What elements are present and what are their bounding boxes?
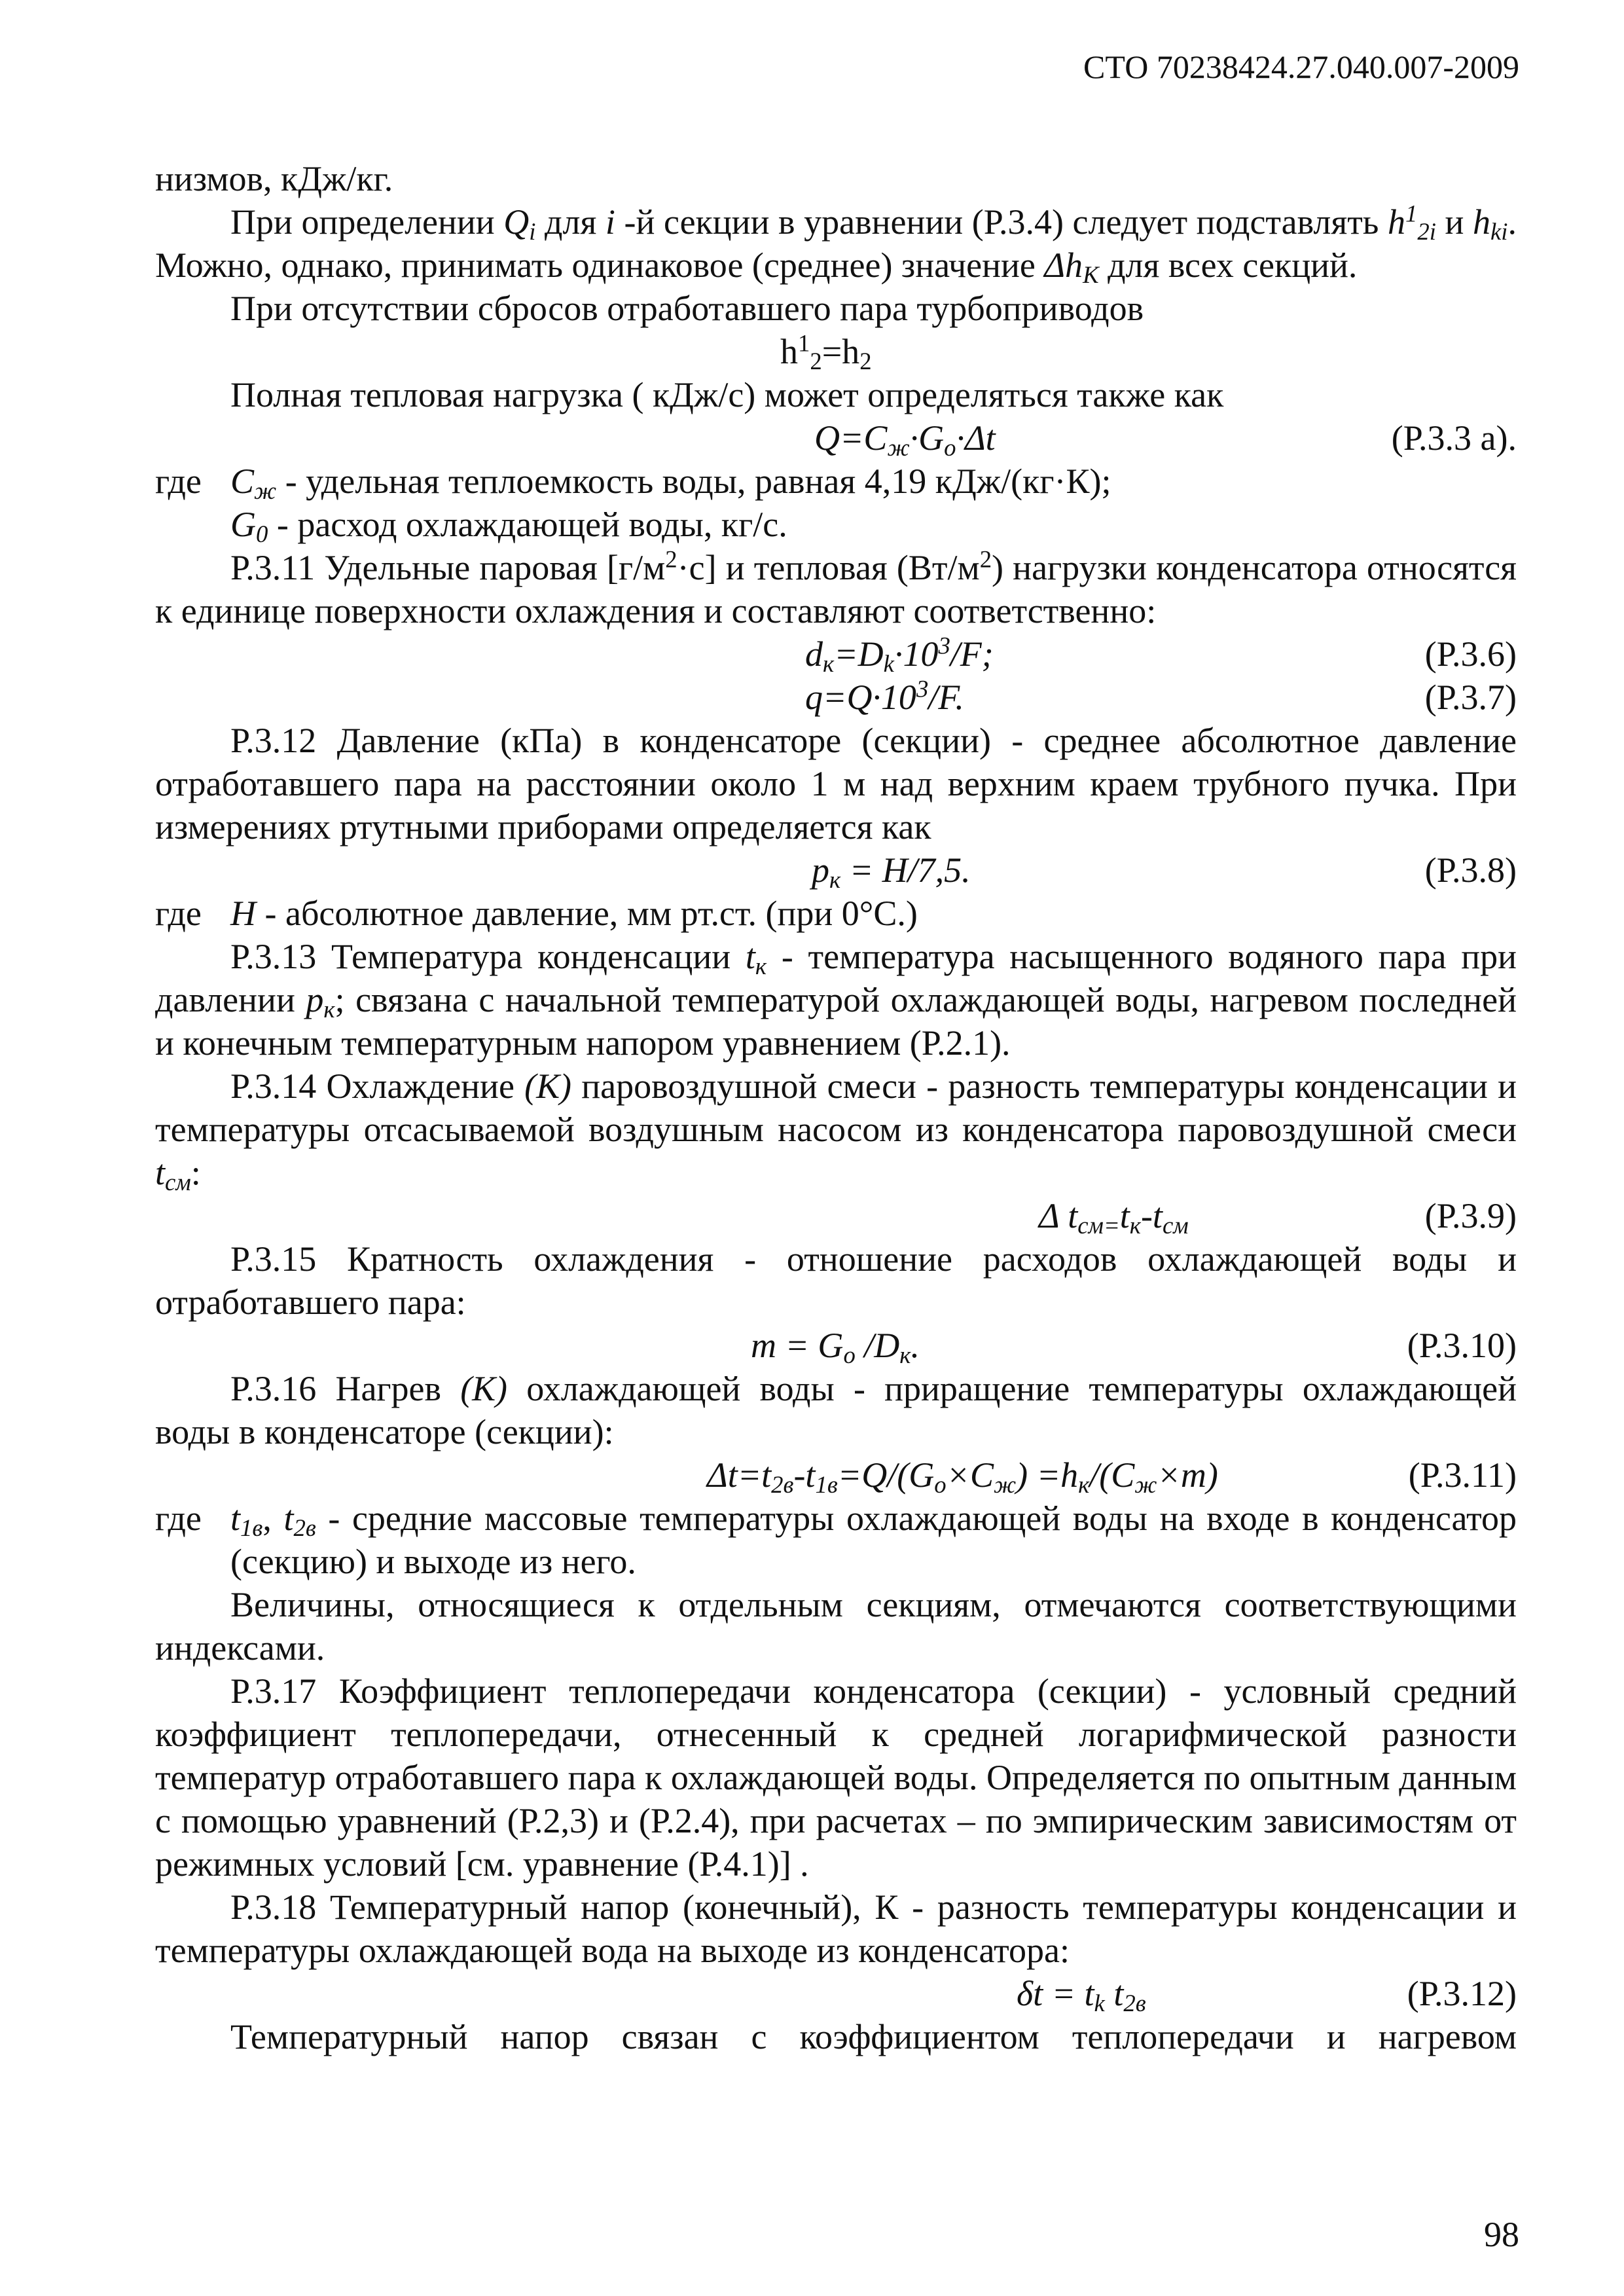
equation-number: (Р.3.11) xyxy=(1408,1455,1517,1495)
equation-number: (Р.3.9) xyxy=(1424,1196,1517,1235)
paragraph: Температурный напор связан с коэффициентом теплопередачи и нагревом xyxy=(230,2017,1517,2056)
equation-p3-8: $p_к = H/7,5$. (Р.3.8) xyxy=(155,848,1517,892)
equation-number: (Р.3.12) xyxy=(1407,1974,1517,2013)
paragraph: Величины, относящиеся к отдельным секциям, отмечаются соответствующими индексами. xyxy=(155,1585,1517,1667)
equation-number: (Р.3.3 а). xyxy=(1391,418,1517,458)
equation-p3-10: $m = G_o$ $/D_к$. (Р.3.10) xyxy=(155,1324,1517,1367)
paragraph: низмов, кДж/кг. xyxy=(155,159,393,198)
definition-line: где H - абсолютное давление, мм рт.ст. (при 0°С.) xyxy=(155,894,918,933)
paragraph-p3-18: Р.3.18 Температурный напор (конечный), К - разность температуры конденсации и температуры охлаждающей вода на выходе из конденсатора: xyxy=(155,1887,1517,1970)
equation-p3-7: $q=Q\cdot 10^3/F$. (Р.3.7) xyxy=(155,676,1517,719)
equation-number: (Р.3.10) xyxy=(1407,1326,1517,1365)
equation-p3-9: Δ $t_{см=}t_к-t_{см}$ (Р.3.9) xyxy=(155,1194,1517,1237)
equation-h12: $h^1_2=h_2$ xyxy=(780,329,872,375)
equation-p3-3a: $Q=C_ж\cdot G_o\cdot\Delta t$ (Р.3.3 а). xyxy=(155,416,1517,460)
paragraph: При отсутствии сбросов отработавшего пара турбоприводов xyxy=(230,289,1144,328)
definition-line: где $C_ж$ - удельная теплоемкость воды, равная 4,19 кДж/(кг·К); xyxy=(155,462,1111,505)
page-number: 98 xyxy=(1484,2215,1519,2254)
paragraph-p3-12: Р.3.12 Давление (кПа) в конденсаторе (секции) - среднее абсолютное давление отработавшего пара на расстоянии около 1 м над верхним краем трубного пучка. При измерениях ртутными приборами определяется как xyxy=(155,721,1517,847)
paragraph-p3-15: Р.3.15 Кратность охлаждения - отношение расходов охлаждающей воды и отработавшего пара: xyxy=(155,1239,1517,1322)
document-header: СТО 70238424.27.040.007-2009 xyxy=(1083,48,1519,85)
equation-number: (Р.3.7) xyxy=(1424,678,1517,717)
paragraph-p3-17: Р.3.17 Коэффициент теплопередачи конденсатора (секции) - условный средний коэффициент теплопередачи, отнесенный к средней логарифмической разности температур отработавшего пара к охлаждающей воды. Определяется по опытным данным с помощью уравнений (Р.2,3) и (Р.2.4), при расчетах – по эмпирическим зависимостям от режимных условий [см. уравнение (Р.4.1)] . xyxy=(155,1671,1517,1884)
equation-number: (Р.3.6) xyxy=(1424,634,1517,674)
paragraph-p3-16: Р.3.16 Нагрев (К) охлаждающей воды - приращение температуры охлаждающей воды в конденсаторе (секции): xyxy=(155,1369,1517,1451)
equation-p3-11: $\Delta t=t_{2в}-t_{1в}=Q/(G_o\times C_ж) =h_к/(C_ж\times m)$ (Р.3.11) xyxy=(155,1453,1517,1497)
equation-p3-6: $d_к=D_k\cdot 10^3/F$; (Р.3.6) xyxy=(805,632,1517,678)
definition-line: где $t_{1в}$, $t_{2в}$ - средние массовые температуры охлаждающей воды на входе в конденсатор (секцию) и выходе из него. xyxy=(155,1499,1517,1581)
equation-number: (Р.3.8) xyxy=(1424,850,1517,890)
paragraph: Полная тепловая нагрузка ( кДж/с) может определяться также как xyxy=(230,375,1224,414)
paragraph-p3-14: Р.3.14 Охлаждение (К) паровоздушной смеси - разность температуры конденсации и температуры отсасываемой воздушным насосом из конденсатора паровоздушной смеси $t_{см}$: xyxy=(155,1066,1517,1196)
paragraph: При определении $Q_i$ для i -й секции в уравнении (Р.3.4) следует подставлять $h^1_{2i}$ и $h_{ki}$. Можно, однако, принимать одинаковое (среднее) значение $\Delta h_K$ для всех секций. xyxy=(155,200,1517,289)
page-body xyxy=(155,157,1517,2058)
paragraph-p3-13: Р.3.13 Температура конденсации $t_к$ - температура насыщенного водяного пара при давлении $p_к$; связана с начальной температурой охлаждающей воды, нагревом последней и конечным температурным напором уравнением (Р.2.1). xyxy=(155,937,1517,1063)
paragraph-p3-11: Р.3.11 Удельные паровая $[г/м^2\cdot с]$ и тепловая $(Вт/м^2)$ нагрузки конденсатора относятся к единице поверхности охлаждения и составляют соответственно: xyxy=(155,545,1517,630)
equation-p3-12: $\delta t = t_k$ $t_{2в}$ (Р.3.12) xyxy=(155,1972,1517,2015)
definition-line: $G_0$ - расход охлаждающей воды, кг/с. xyxy=(230,505,787,548)
